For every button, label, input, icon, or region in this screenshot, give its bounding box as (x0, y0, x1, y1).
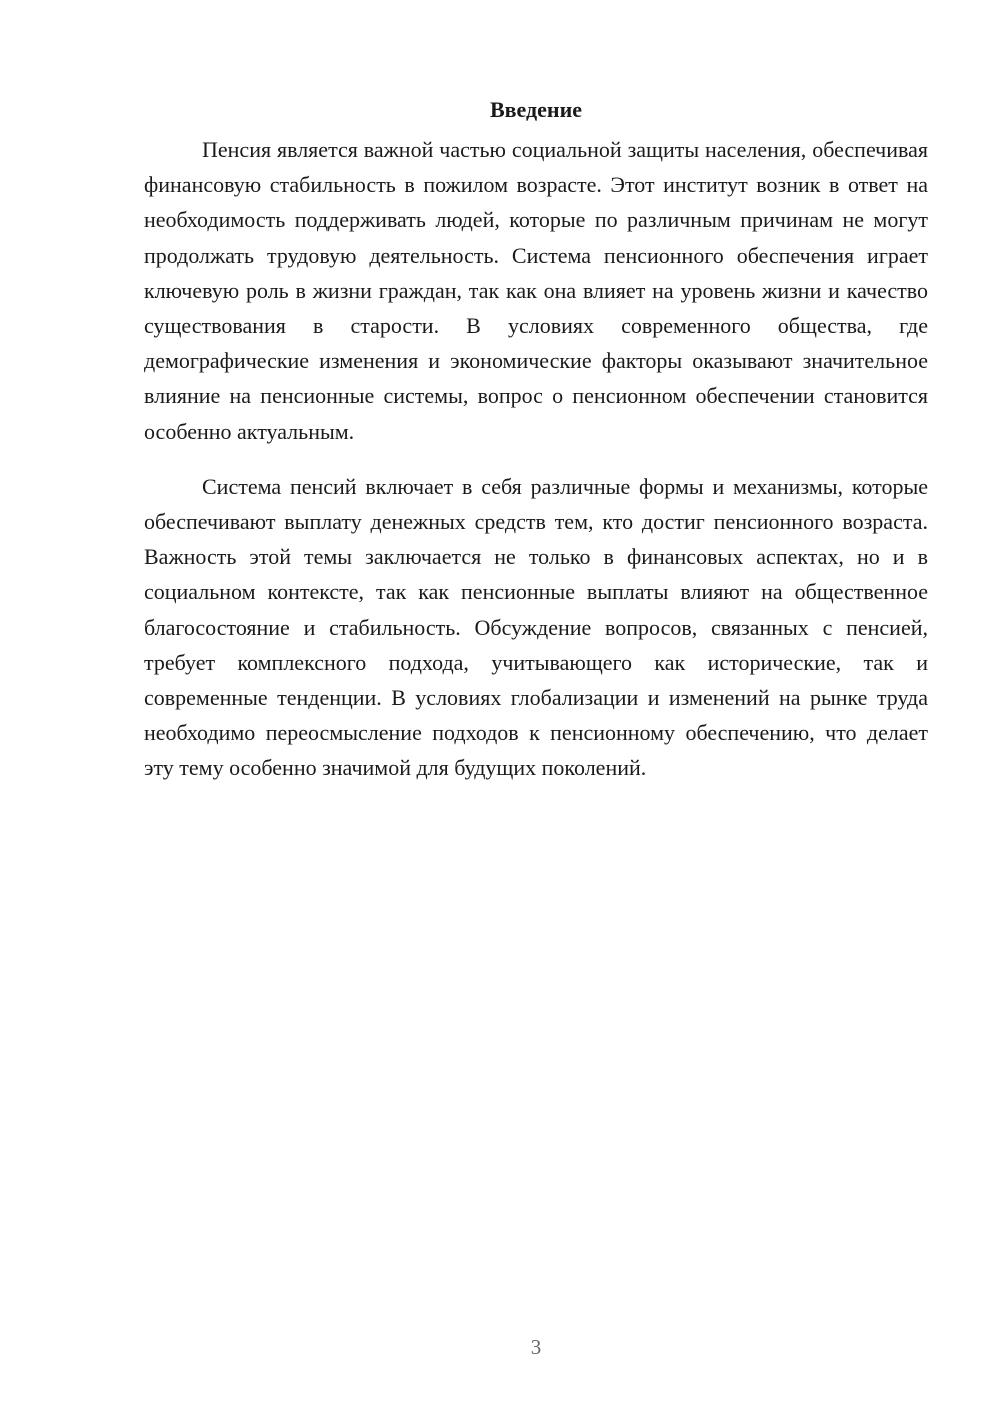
paragraph-2: Система пенсий включает в себя различные формы и механизмы, которые обеспечивают выплату денежных средств тем, кто достиг пенсионного возраста. Важность этой темы заключается не только в финансовых аспектах, но и в социальном контексте, так как пенсионные выплаты влияют на общественное благосостояние и стабильность. Обсуждение вопросов, связанных с пенсией, требует комплексного подхода, учитывающего как исторические, так и современные тенденции. В условиях глобализации и изменений на рынке труда необходимо переосмысление подходов к пенсионному обеспечению, что делает эту тему особенно значимой для будущих поколений. (144, 473, 928, 781)
paragraph-1: Пенсия является важной частью социальной защиты населения, обеспечивая финансовую стабильность в пожилом возрасте. Этот институт возник в ответ на необходимость поддерживать людей, которые по различным причинам не могут продолжать трудовую деятельность. Система пенсионного обеспечения играет ключевую роль в жизни граждан, так как она влияет на уровень жизни и качество существования в старости. В условиях современного общества, где демографические изменения и экономические факторы оказывают значительное влияние на пенсионные системы, вопрос о пенсионном обеспечении становится особенно актуальным. (144, 137, 928, 444)
page-number: 3 (530, 1335, 542, 1359)
page-content (144, 94, 928, 786)
section-heading: Введение (489, 97, 583, 122)
